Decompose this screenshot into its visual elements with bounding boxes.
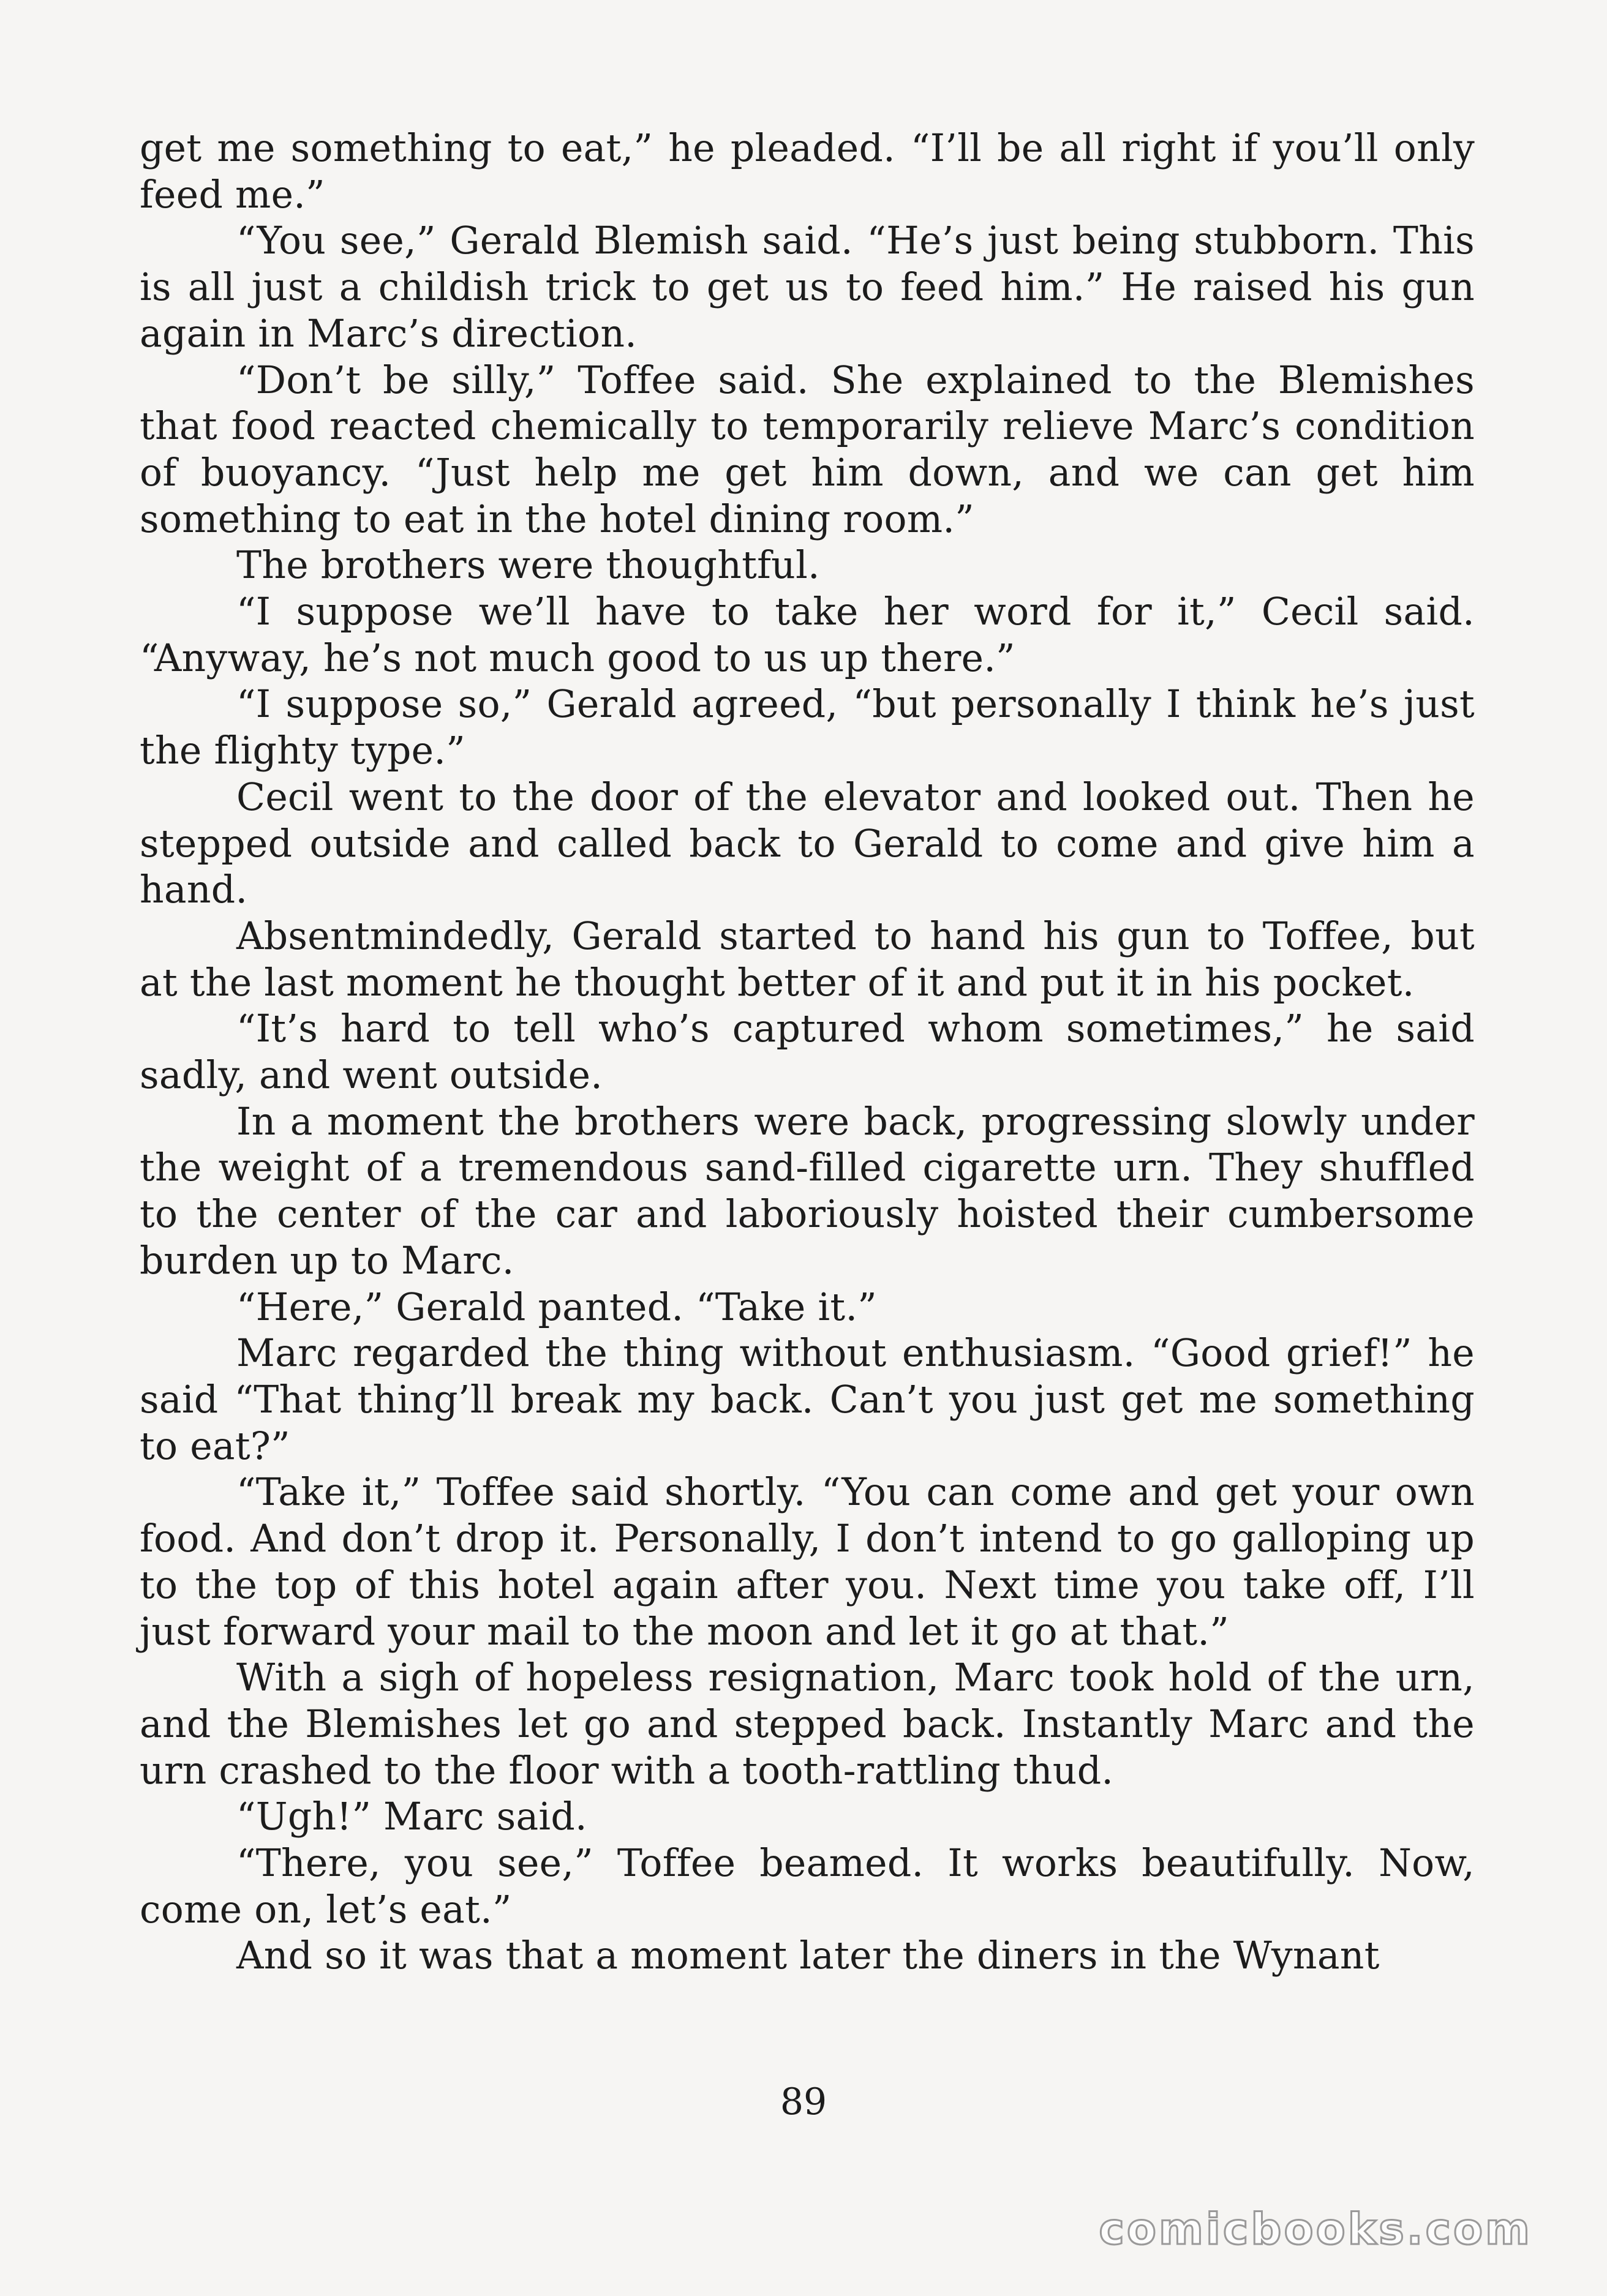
paragraph: “There, you see,” Toffee beamed. It works beautifully. Now, come on, let’s eat.” (140, 1841, 1475, 1932)
body-text (140, 126, 1475, 1979)
paragraph: “It’s hard to tell who’s captured whom sometimes,” he said sadly, and went outside. (140, 1007, 1475, 1098)
paragraph: Cecil went to the door of the elevator and looked out. Then he stepped outside and called back to Gerald to come and give him a hand. (140, 775, 1475, 912)
paragraph: get me something to eat,” he pleaded. “I’ll be all right if you’ll only feed me.” (140, 126, 1475, 217)
paragraph: Absentmindedly, Gerald started to hand his gun to Toffee, but at the last moment he thought better of it and put it in his pocket. (140, 914, 1475, 1005)
paragraph: “I suppose so,” Gerald agreed, “but personally I think he’s just the flighty type.” (140, 682, 1475, 773)
watermark-logo: comicbooks.com (1099, 2204, 1532, 2254)
paragraph: In a moment the brothers were back, progressing slowly under the weight of a tremendous sand-filled cigarette urn. They shuffled to the center of the car and laboriously hoisted their cumbersome burden up to Marc. (140, 1099, 1475, 1283)
paragraph: The brothers were thoughtful. (236, 543, 820, 588)
paragraph: “Ugh!” Marc said. (236, 1795, 587, 1839)
paragraph: Marc regarded the thing without enthusiasm. “Good grief!” he said “That thing’ll break my back. Can’t you just get me something to eat?” (140, 1331, 1475, 1468)
paragraph: “I suppose we’ll have to take her word for it,” Cecil said. “Anyway, he’s not much good to us up there.” (140, 590, 1475, 680)
paragraph: “Don’t be silly,” Toffee said. She explained to the Blemishes that food reacted chemically to temporarily relieve Marc’s condition of buoyancy. “Just help me get him down, and we can get him something to eat in the hotel dining room.” (140, 358, 1475, 541)
paragraph: With a sigh of hopeless resignation, Marc took hold of the urn, and the Blemishes let go and stepped back. Instantly Marc and the urn crashed to the floor with a tooth-rattling thud. (140, 1656, 1475, 1793)
paragraph: And so it was that a moment later the diners in the Wynant (236, 1934, 1380, 1978)
paragraph: “Here,” Gerald panted. “Take it.” (236, 1285, 878, 1329)
paragraph: “You see,” Gerald Blemish said. “He’s just being stubborn. This is all just a childish trick to get us to feed him.” He raised his gun again in Marc’s direction. (140, 219, 1475, 356)
paragraph: “Take it,” Toffee said shortly. “You can come and get your own food. And don’t drop it. Personally, I don’t intend to go galloping up to the top of this hotel again after you. Next time you take off, I’ll just forward your mail to the moon and let it go at that.” (140, 1470, 1475, 1654)
page-number: 89 (780, 2080, 827, 2123)
